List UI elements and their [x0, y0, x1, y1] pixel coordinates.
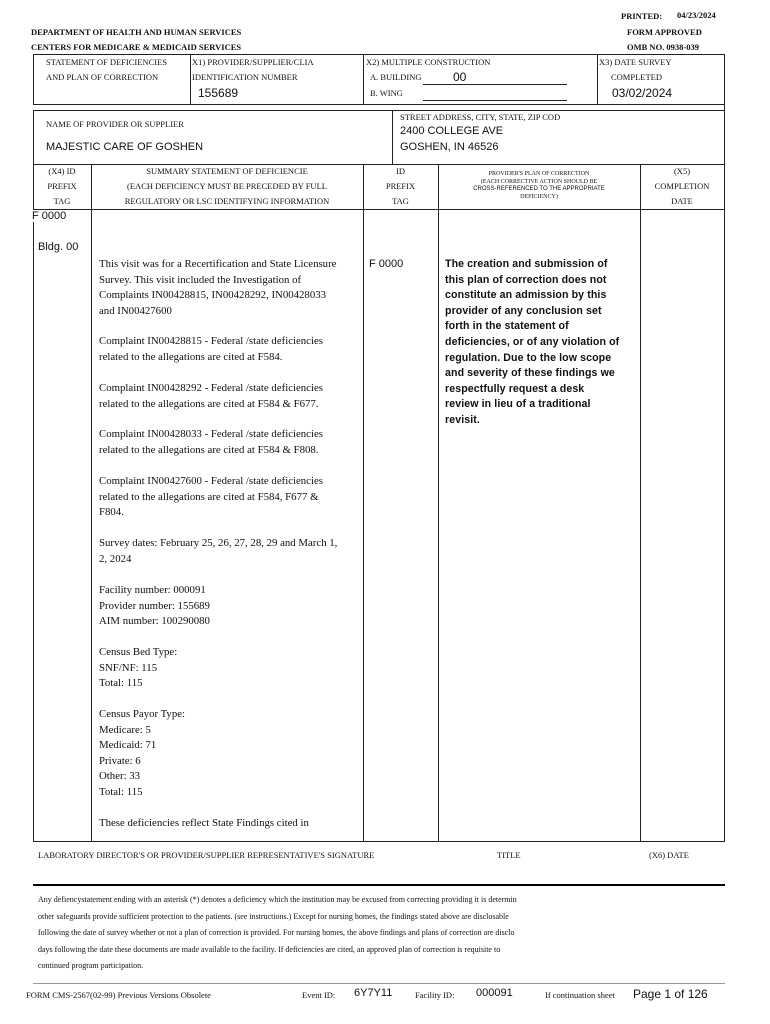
summary-paragraph-8: Census Bed Type: SNF/NF: 115 Total: 115: [99, 646, 178, 690]
id-header-3: TAG: [392, 196, 409, 206]
provider-id-value: 155689: [198, 86, 239, 100]
summary-header-3: REGULATORY OR LSC IDENTIFYING INFORMATION: [124, 196, 330, 206]
disclaimer-line-3: following the date of survey whether or not a plan of correction is provided. For nursing homes, the above findings and plans of correction are disclo: [38, 928, 515, 937]
plan-header-4: DEFICIENCY): [520, 193, 558, 200]
building-value: 00: [453, 70, 467, 84]
facility-id-value: 000091: [476, 987, 513, 999]
survey-date-value: 03/02/2024: [612, 86, 673, 100]
summary-paragraph-9: Census Payor Type: Medicare: 5 Medicaid: 71 Private: 6 Other: 33 Total: 115: [99, 708, 186, 798]
summary-header-1: SUMMARY STATEMENT OF DEFICIENCIE: [146, 166, 308, 176]
summary-paragraph-7: Facility number: 000091 Provider number: 155689 AIM number: 100290080: [99, 584, 210, 628]
x5-header-3: DATE: [671, 196, 693, 206]
disclaimer-line-5: continued program participation.: [38, 961, 144, 970]
summary-paragraph-4: Complaint IN00428033 - Federal /state deficiencies related to the allegations are cited at F584 & F808.: [99, 428, 323, 456]
plan-header: [438, 171, 640, 201]
facility-id-label: Facility ID:: [415, 990, 455, 1000]
title-label: TITLE: [497, 850, 521, 860]
summary-paragraph-5: Complaint IN00427600 - Federal /state deficiencies related to the allegations are cited at F584, F677 & F804.: [99, 475, 323, 519]
x2-label: X2) MULTIPLE CONSTRUCTION: [366, 57, 491, 67]
summary-paragraph-10: These deficiencies reflect State Findings cited in: [99, 817, 309, 829]
id-header-2: PREFIX: [385, 181, 416, 191]
statement-label-1: STATEMENT OF DEFICIENCIES: [46, 57, 168, 67]
summary-paragraph-2: Complaint IN00428815 - Federal /state deficiencies related to the allegations are cited at F584.: [99, 335, 323, 363]
address-label: STREET ADDRESS, CITY, STATE, ZIP COD: [400, 112, 561, 122]
plan-of-correction-text: The creation and submission of this plan of correction does not constitute an admission by this provider of any conclusion set forth in the statement of deficiencies, or of any violation of regulation. Due to the low scope and severity of these findings we respectfully request a desk review in lieu of a traditional revisit.: [445, 258, 620, 426]
summary-paragraph-3: Complaint IN00428292 - Federal /state deficiencies related to the allegations are cited at F584 & F677.: [99, 382, 323, 410]
printed-date: 04/23/2024: [677, 10, 716, 20]
form-approved: FORM APPROVED: [627, 27, 702, 37]
summary-paragraph-6: Survey dates: February 25, 26, 27, 28, 29 and March 1, 2, 2024: [99, 537, 338, 565]
building-label: A. BUILDING: [370, 72, 422, 82]
x4-header-2: PREFIX: [47, 181, 77, 191]
disclaimer-line-4: days following the date these documents are made available to the facility. If deficiencies are cited, an approved plan of correction is requisite to: [38, 944, 501, 954]
plan-header-2: (EACH CORRECTIVE ACTION SHOULD BE: [480, 178, 598, 185]
statement-label-2: AND PLAN OF CORRECTION: [46, 72, 159, 82]
wing-label: B. WING: [370, 88, 403, 98]
omb-number: OMB NO. 0938-039: [627, 42, 700, 52]
disclaimer-line-1: Any defiencystatement ending with an asterisk (*) denotes a deficiency which the institution may be excused from correcting providing it is determin: [38, 895, 517, 904]
dept-heading: DEPARTMENT OF HEALTH AND HUMAN SERVICES: [31, 27, 242, 37]
event-id-label: Event ID:: [302, 990, 336, 1000]
x3-label-2: COMPLETED: [611, 72, 662, 82]
x5-header-1: (X5): [673, 166, 691, 176]
continuation-label: If continuation sheet: [545, 990, 615, 1000]
summary-header-2: (EACH DEFICIENCY MUST BE PRECEDED BY FULL: [127, 181, 327, 191]
x6-date-label: (X6) DATE: [649, 850, 689, 860]
x1-label-1: X1) PROVIDER/SUPPLIER/CLIA: [192, 57, 314, 67]
provider-name-value: MAJESTIC CARE OF GOSHEN: [46, 141, 204, 153]
provider-name-label: NAME OF PROVIDER OR SUPPLIER: [46, 119, 184, 129]
plan-header-1: PROVIDER'S PLAN OF CORRECTION: [488, 171, 590, 177]
address-line-1: 2400 COLLEGE AVE: [400, 125, 504, 137]
bldg-label: Bldg. 00: [38, 241, 82, 253]
summary-paragraph-1: This visit was for a Recertification and State Licensure Survey. This visit included the Investigation of Complaints IN00428815, IN00428292, IN00428033 and IN00427600: [99, 258, 337, 317]
x1-label-2: IDENTIFICATION NUMBER: [192, 72, 298, 82]
form-number: FORM CMS-2567(02-99) Previous Versions Obsolete: [26, 990, 211, 1000]
x3-label-1: X3) DATE SURVEY: [599, 57, 672, 67]
printed-label: PRINTED:: [621, 11, 663, 21]
address-line-2: GOSHEN, IN 46526: [400, 141, 499, 153]
tag-right: F 0000: [369, 258, 404, 270]
x5-header-2: COMPLETION: [654, 181, 710, 191]
x4-header-1: (X4) ID: [48, 166, 76, 176]
event-id-value: 6Y7Y11: [354, 987, 393, 999]
centers-heading: CENTERS FOR MEDICARE & MEDICAID SERVICES: [31, 42, 242, 52]
id-header-1: ID: [396, 166, 405, 176]
director-signature-label: LABORATORY DIRECTOR'S OR PROVIDER/SUPPLIER REPRESENTATIVE'S SIGNATURE: [38, 850, 375, 860]
page-number: Page 1 of 126: [633, 987, 708, 1001]
x4-header-3: TAG: [53, 196, 71, 206]
disclaimer-line-2: other safeguards provide sufficient protection to the patients. (see instructions.) Except for nursing homes, the findings stated above are disclosable: [38, 911, 509, 921]
tag-left: F 0000: [32, 210, 70, 222]
disclaimer: [38, 892, 728, 975]
plan-header-3: CROSS-REFERENCED TO THE APPROPRIATE: [473, 186, 605, 192]
